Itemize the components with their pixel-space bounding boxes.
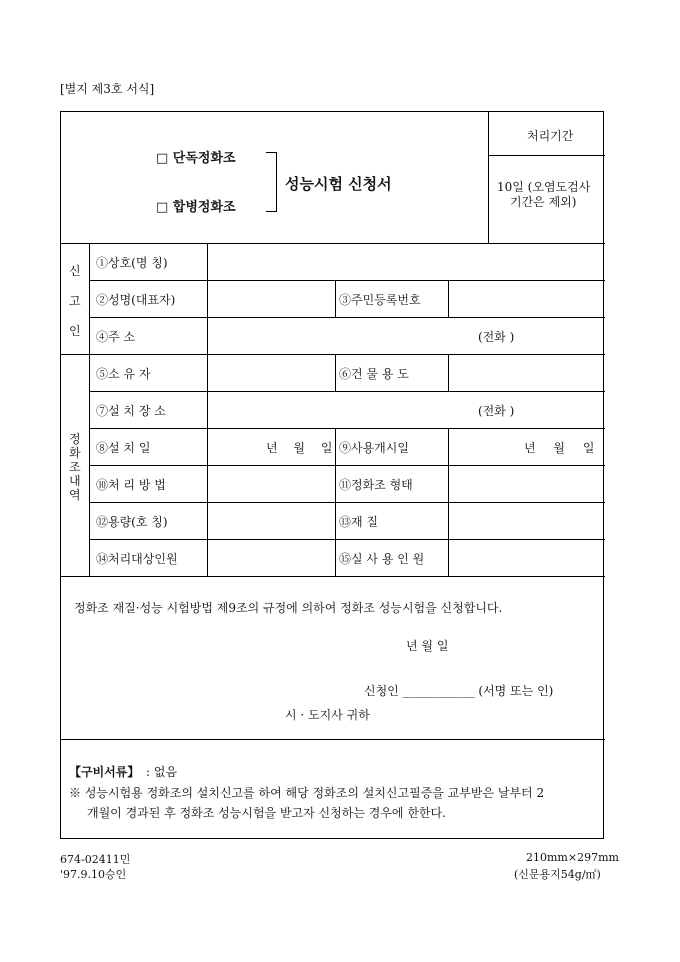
address-phone: (전화 ): [478, 330, 515, 344]
note-line-1: ※ 성능시험용 정화조의 설치신고를 하여 해당 정화조의 설치신고필증을 교부받은 날부터 2: [69, 786, 545, 800]
section-char: 신: [69, 264, 81, 278]
combined-septic-checkbox[interactable]: □ 합병정화조: [156, 200, 236, 215]
required-docs-value: : 없음: [146, 765, 178, 779]
registration-number-label: ③주민등록번호: [339, 293, 421, 307]
processing-period-value-2: 기간은 제외): [510, 195, 577, 209]
form-title: 성능시험 신청서: [285, 175, 392, 193]
representative-label: ②성명(대표자): [96, 293, 176, 307]
single-septic-checkbox[interactable]: □ 단독정화조: [156, 151, 236, 166]
install-location-phone: (전화 ): [478, 404, 515, 418]
owner-label: ⑤소 유 자: [96, 367, 151, 381]
section-char: 내: [69, 474, 81, 488]
install-date-label: ⑧설 치 일: [96, 441, 151, 455]
company-name-label: ①상호(명 칭): [96, 256, 168, 270]
paper-type: (신문용지54g/㎡): [514, 868, 601, 881]
start-date-value: 년 월 일: [524, 441, 595, 455]
approval-date: '97.9.10승인: [60, 868, 127, 881]
processing-period-value-1: 10일 (오염도검사: [497, 180, 591, 194]
material-label: ⑬재 질: [339, 515, 378, 529]
section-char: 고: [69, 294, 81, 308]
recipient: 시 · 도지사 귀하: [285, 708, 370, 722]
declaration-text: 정화조 재질·성능 시험방법 제9조의 규정에 의하여 정화조 성능시험을 신청합니다.: [74, 601, 503, 615]
form-label: [별지 제3호 서식]: [60, 82, 155, 96]
section-char: 역: [69, 488, 81, 502]
application-form: [60, 111, 604, 839]
applicant-signature: 신청인 ____________ (서명 또는 인): [364, 684, 554, 698]
note-line-2: 개월이 경과된 후 정화조 성능시험을 받고자 신청하는 경우에 한한다.: [87, 806, 446, 820]
install-date-value: 년 월 일: [266, 441, 333, 455]
actual-users-label: ⑮실 사 용 인 원: [339, 552, 425, 566]
start-date-label: ⑨사용개시일: [339, 441, 409, 455]
install-location-label: ⑦설 치 장 소: [96, 404, 166, 418]
treatment-method-label: ⑩처 리 방 법: [96, 478, 166, 492]
building-usage-label: ⑥건 물 용 도: [339, 367, 409, 381]
processing-period-label: 처리기간: [527, 129, 574, 143]
bracket: [266, 152, 277, 212]
section-char: 정: [69, 432, 81, 446]
address-label: ④주 소: [96, 330, 135, 344]
section-char: 조: [69, 460, 81, 474]
required-docs-label: 【구비서류】: [69, 765, 140, 779]
section-char: 인: [69, 324, 81, 338]
form-code: 674-02411민: [60, 853, 131, 866]
declaration-date: 년 월 일: [406, 639, 449, 653]
target-persons-label: ⑭처리대상인원: [96, 552, 178, 566]
paper-size: 210mm×297mm: [526, 851, 619, 864]
capacity-label: ⑫용량(호 칭): [96, 515, 168, 529]
septic-type-label: ⑪정화조 형태: [339, 478, 413, 492]
section-char: 화: [69, 446, 81, 460]
